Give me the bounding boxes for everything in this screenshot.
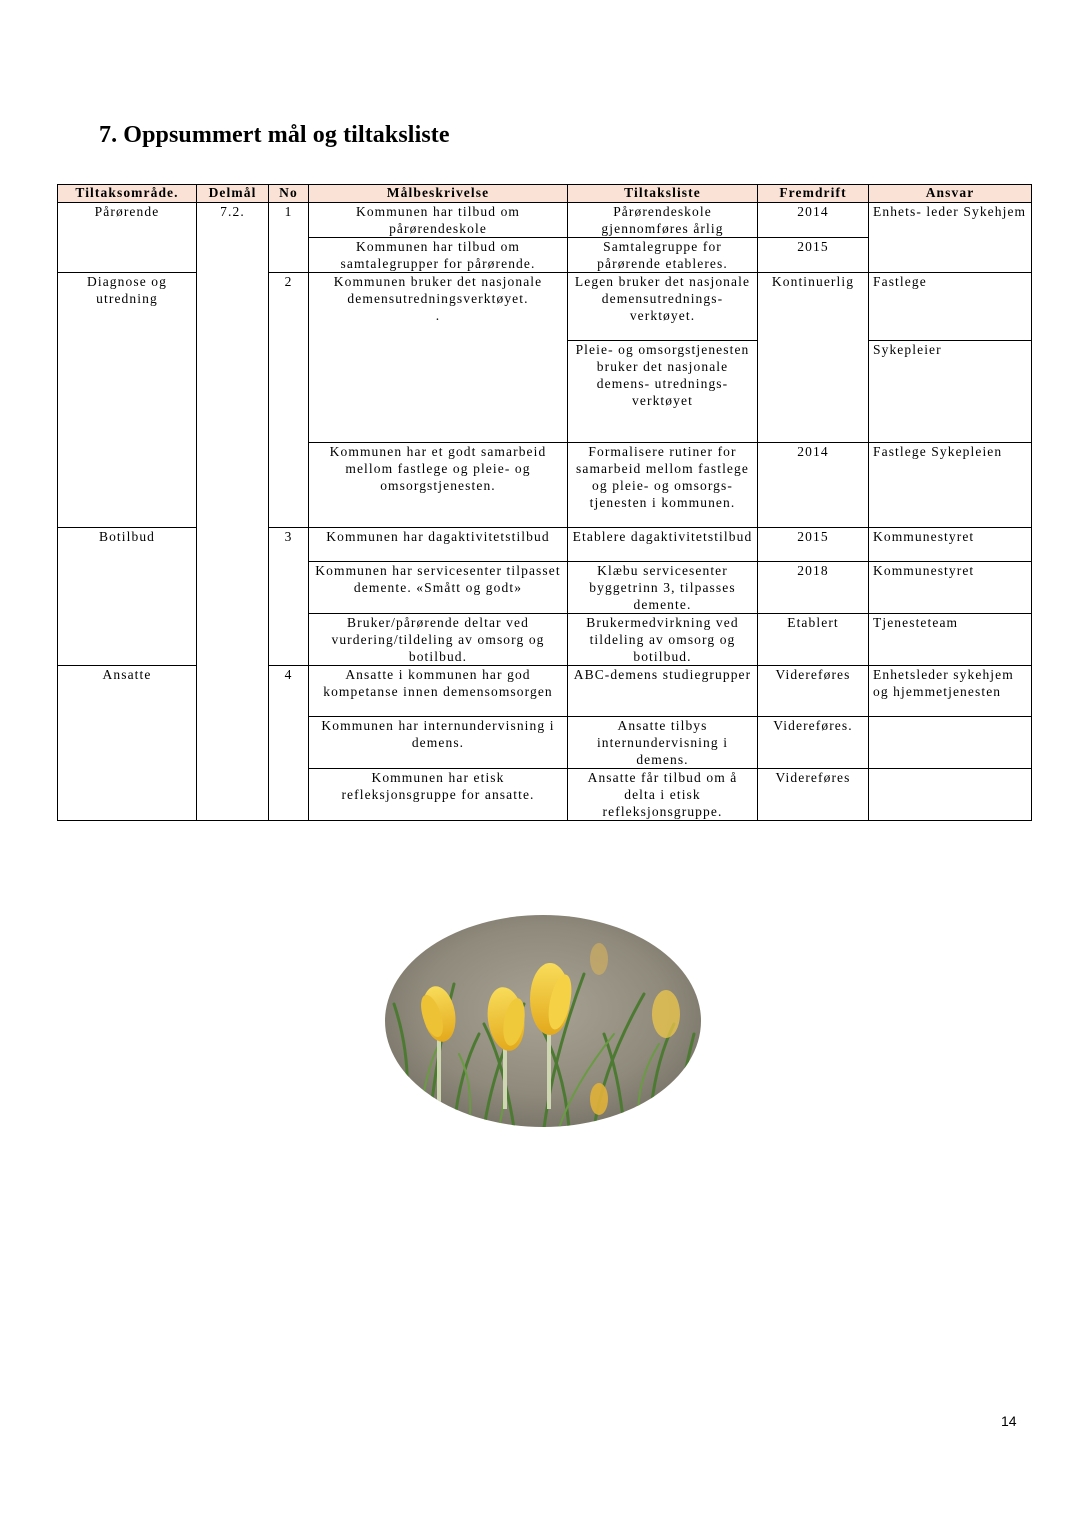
goal-cell: Kommunen har internundervisning i demens. (309, 717, 568, 769)
number-cell: 4 (269, 666, 309, 821)
page-number: 14 (1001, 1413, 1017, 1429)
progress-cell: Videreføres (758, 769, 869, 821)
measure-cell: ABC-demens studiegrupper (568, 666, 758, 717)
measure-cell: Ansatte tilbys internundervisning i demens. (568, 717, 758, 769)
goal-cell: Kommunen har etisk refleksjonsgruppe for ansatte. (309, 769, 568, 821)
progress-cell: Videreføres (758, 666, 869, 717)
progress-cell: Kontinuerlig (758, 273, 869, 443)
goal-note: . (435, 308, 441, 323)
delmal-cell: 7.2. (197, 203, 269, 821)
header-tiltaksomrade: Tiltaksområde. (58, 185, 197, 203)
goal-cell: Kommunen har dagaktivitetstilbud (309, 528, 568, 562)
area-cell: Pårørende (58, 203, 197, 273)
goal-cell: Kommunen har tilbud om pårørendeskole (309, 203, 568, 238)
progress-cell: Videreføres. (758, 717, 869, 769)
responsible-cell: Sykepleier (869, 341, 1032, 443)
progress-cell: 2015 (758, 528, 869, 562)
measure-cell: Brukermedvirkning ved tildeling av omsorg og botilbud. (568, 614, 758, 666)
measures-table (57, 184, 1032, 821)
area-cell: Diagnose og utredning (58, 273, 197, 528)
header-fremdrift: Fremdrift (758, 185, 869, 203)
progress-cell: Etablert (758, 614, 869, 666)
header-malbeskrivelse: Målbeskrivelse (309, 185, 568, 203)
measure-cell: Pleie- og omsorgstjenesten bruker det nasjonale demens- utrednings- verktøyet (568, 341, 758, 443)
progress-cell: 2018 (758, 562, 869, 614)
progress-cell: 2015 (758, 238, 869, 273)
header-no: No (269, 185, 309, 203)
responsible-cell: Fastlege (869, 273, 1032, 341)
goal-cell: Ansatte i kommunen har god kompetanse innen demensomsorgen (309, 666, 568, 717)
progress-cell: 2014 (758, 443, 869, 528)
responsible-cell: Enhets- leder Sykehjem (869, 203, 1032, 273)
number-cell: 2 (269, 273, 309, 528)
responsible-cell (869, 769, 1032, 821)
responsible-cell: Kommunestyret (869, 562, 1032, 614)
goal-cell: Bruker/pårørende deltar ved vurdering/tildeling av omsorg og botilbud. (309, 614, 568, 666)
measure-cell: Ansatte får tilbud om å delta i etisk refleksjonsgruppe. (568, 769, 758, 821)
goal-cell: Kommunen har servicesenter tilpasset demente. «Smått og godt» (309, 562, 568, 614)
measure-cell: Legen bruker det nasjonale demensutrednings-verktøyet. (568, 273, 758, 341)
header-delmal: Delmål (197, 185, 269, 203)
responsible-cell: Fastlege Sykepleien (869, 443, 1032, 528)
progress-cell: 2014 (758, 203, 869, 238)
responsible-cell: Tjenesteteam (869, 614, 1032, 666)
header-ansvar: Ansvar (869, 185, 1032, 203)
number-cell: 3 (269, 528, 309, 666)
responsible-cell: Kommunestyret (869, 528, 1032, 562)
goal-text: Kommunen bruker det nasjonale demensutredningsverktøyet. (333, 274, 543, 306)
goal-cell (309, 273, 568, 443)
number-cell: 1 (269, 203, 309, 273)
table-header-row (58, 185, 1032, 203)
goal-cell: Kommunen har tilbud om samtalegrupper for pårørende. (309, 238, 568, 273)
header-tiltaksliste: Tiltaksliste (568, 185, 758, 203)
table-row (58, 203, 1032, 238)
measure-cell: Formalisere rutiner for samarbeid mellom fastlege og pleie- og omsorgs-tjenesten i kommunen. (568, 443, 758, 528)
measure-cell: Pårørendeskole gjennomføres årlig (568, 203, 758, 238)
measure-cell: Klæbu servicesenter byggetrinn 3, tilpasses demente. (568, 562, 758, 614)
area-cell: Ansatte (58, 666, 197, 821)
measure-cell: Etablere dagaktivitetstilbud (568, 528, 758, 562)
responsible-cell: Enhetsleder sykehjem og hjemmetjenesten (869, 666, 1032, 717)
area-cell: Botilbud (58, 528, 197, 666)
crocus-flowers-photo (384, 914, 702, 1128)
goal-cell: Kommunen har et godt samarbeid mellom fastlege og pleie- og omsorgstjenesten. (309, 443, 568, 528)
measure-cell: Samtalegruppe for pårørende etableres. (568, 238, 758, 273)
responsible-cell (869, 717, 1032, 769)
section-heading: 7. Oppsummert mål og tiltaksliste (99, 122, 450, 148)
